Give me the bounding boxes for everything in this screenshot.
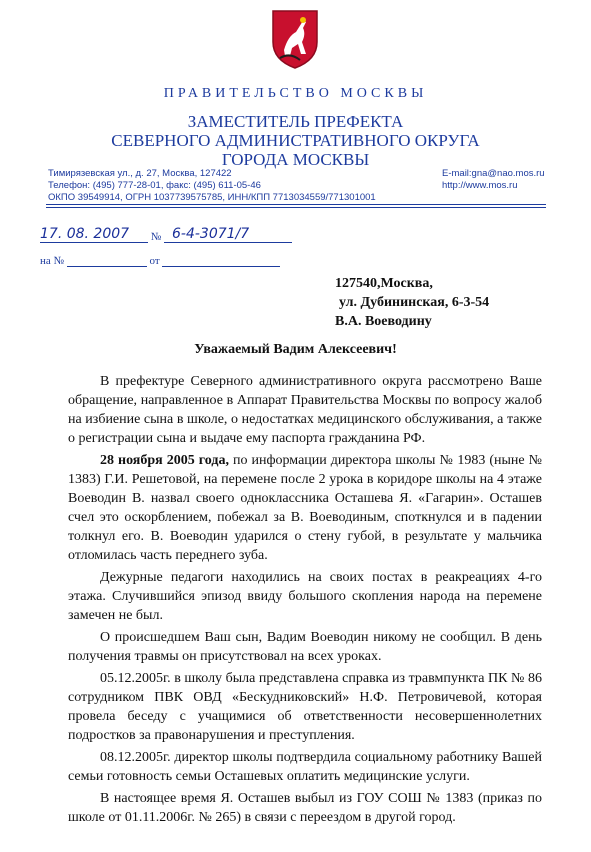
office-title-line: ЗАМЕСТИТЕЛЬ ПРЕФЕКТА	[187, 112, 404, 131]
body-paragraph: 08.12.2005г. директор школы подтвердила социальному работнику Вашей семьи готовность семьи Осташевых оплатить медицинские услуги.	[68, 750, 542, 784]
salutation: Уважаемый Вадим Алексеевич!	[194, 342, 397, 357]
reference-na-label: на №	[40, 255, 65, 267]
reference-date: 17. 08. 2007	[40, 226, 148, 243]
letter-body	[68, 372, 542, 830]
office-title	[0, 112, 591, 169]
reference-incoming	[40, 255, 292, 267]
office-website: http://www.mos.ru	[442, 180, 518, 191]
government-title: ПРАВИТЕЛЬСТВО МОСКВЫ	[163, 86, 428, 101]
reference-na-blank	[67, 266, 147, 267]
reference-number: 6-4-3071/7	[164, 226, 292, 243]
body-paragraph: В префектуре Северного административного округа рассмотрено Ваше обращение, направленное в Аппарат Правительства Москвы по вопросу жалоб на избиение сына в школе, о недостатках медицинского обслуживания, а также о регистрации сына и выдаче ему паспорта гражданина РФ.	[68, 374, 542, 446]
reference-outgoing	[40, 226, 292, 243]
body-paragraph: 05.12.2005г. в школу была представлена справка из травмпункта ПК № 86 сотрудником ПВК ОВД «Бескудниковский» Н.Ф. Петровичевой, которая провела беседу с учащимися об ответственности несовершеннолетних подростков за правонарушения и преступления.	[68, 671, 542, 743]
letter-reference	[40, 226, 292, 267]
header-divider	[46, 204, 546, 205]
moscow-coat-of-arms-icon	[270, 8, 320, 70]
incident-description: по информации директора школы № 1983 (ныне № 1383) Г.И. Решетовой, на перемене после 2 урока в коридоре школы на 4 этаже Воеводин В. назвал своего одноклассника Осташева Я. «Гагарин». Осташев счел это оскорблением, побежал за В. Воеводиным, споткнулся и в падении толкнул его. В. Воеводин ударился о стену губой, в результате у мальчика отломилась часть переднего зуба.	[68, 453, 542, 563]
reference-ot-blank	[162, 266, 280, 267]
recipient-line: ул. Дубининская, 6-3-54	[339, 295, 490, 310]
incident-date: 28 ноября 2005 года,	[100, 453, 229, 468]
contact-online	[442, 168, 545, 192]
body-paragraph	[68, 451, 542, 565]
reference-ot-label: от	[149, 255, 160, 267]
office-title-line: ГОРОДА МОСКВЫ	[221, 150, 370, 169]
reference-no-label: №	[150, 231, 162, 243]
body-paragraph: Дежурные педагоги находились на своих постах в реакреациях 4-го этажа. Случившийся эпизод ввиду большого скопления народа на перемене замечен не был.	[68, 570, 542, 623]
office-phone: Телефон: (495) 777-28-01, факс: (495) 611-05-46	[48, 180, 261, 191]
body-paragraph: О происшедшем Ваш сын, Вадим Воеводин никому не сообщил. В день получения травмы он присутствовал на всех уроках.	[68, 630, 542, 664]
contact-info	[48, 168, 376, 204]
body-paragraph: В настоящее время Я. Осташев выбыл из ГОУ СОШ № 1383 (приказ по школе от 01.11.2006г. № 265) в связи с переездом в другой город.	[68, 791, 542, 825]
recipient-line: В.А. Воеводину	[335, 314, 432, 329]
office-title-line: СЕВЕРНОГО АДМИНИСТРАТИВНОГО ОКРУГА	[111, 131, 480, 150]
office-address: Тимирязевская ул., д. 27, Москва, 127422	[48, 168, 232, 179]
office-email: E-mail:gna@nao.mos.ru	[442, 168, 545, 179]
office-codes: ОКПО 39549914, ОГРН 1037739575785, ИНН/КПП 7713034559/771301001	[48, 192, 376, 203]
recipient-address	[335, 274, 489, 331]
recipient-line: 127540,Москва,	[335, 276, 433, 291]
header-divider	[46, 207, 546, 208]
